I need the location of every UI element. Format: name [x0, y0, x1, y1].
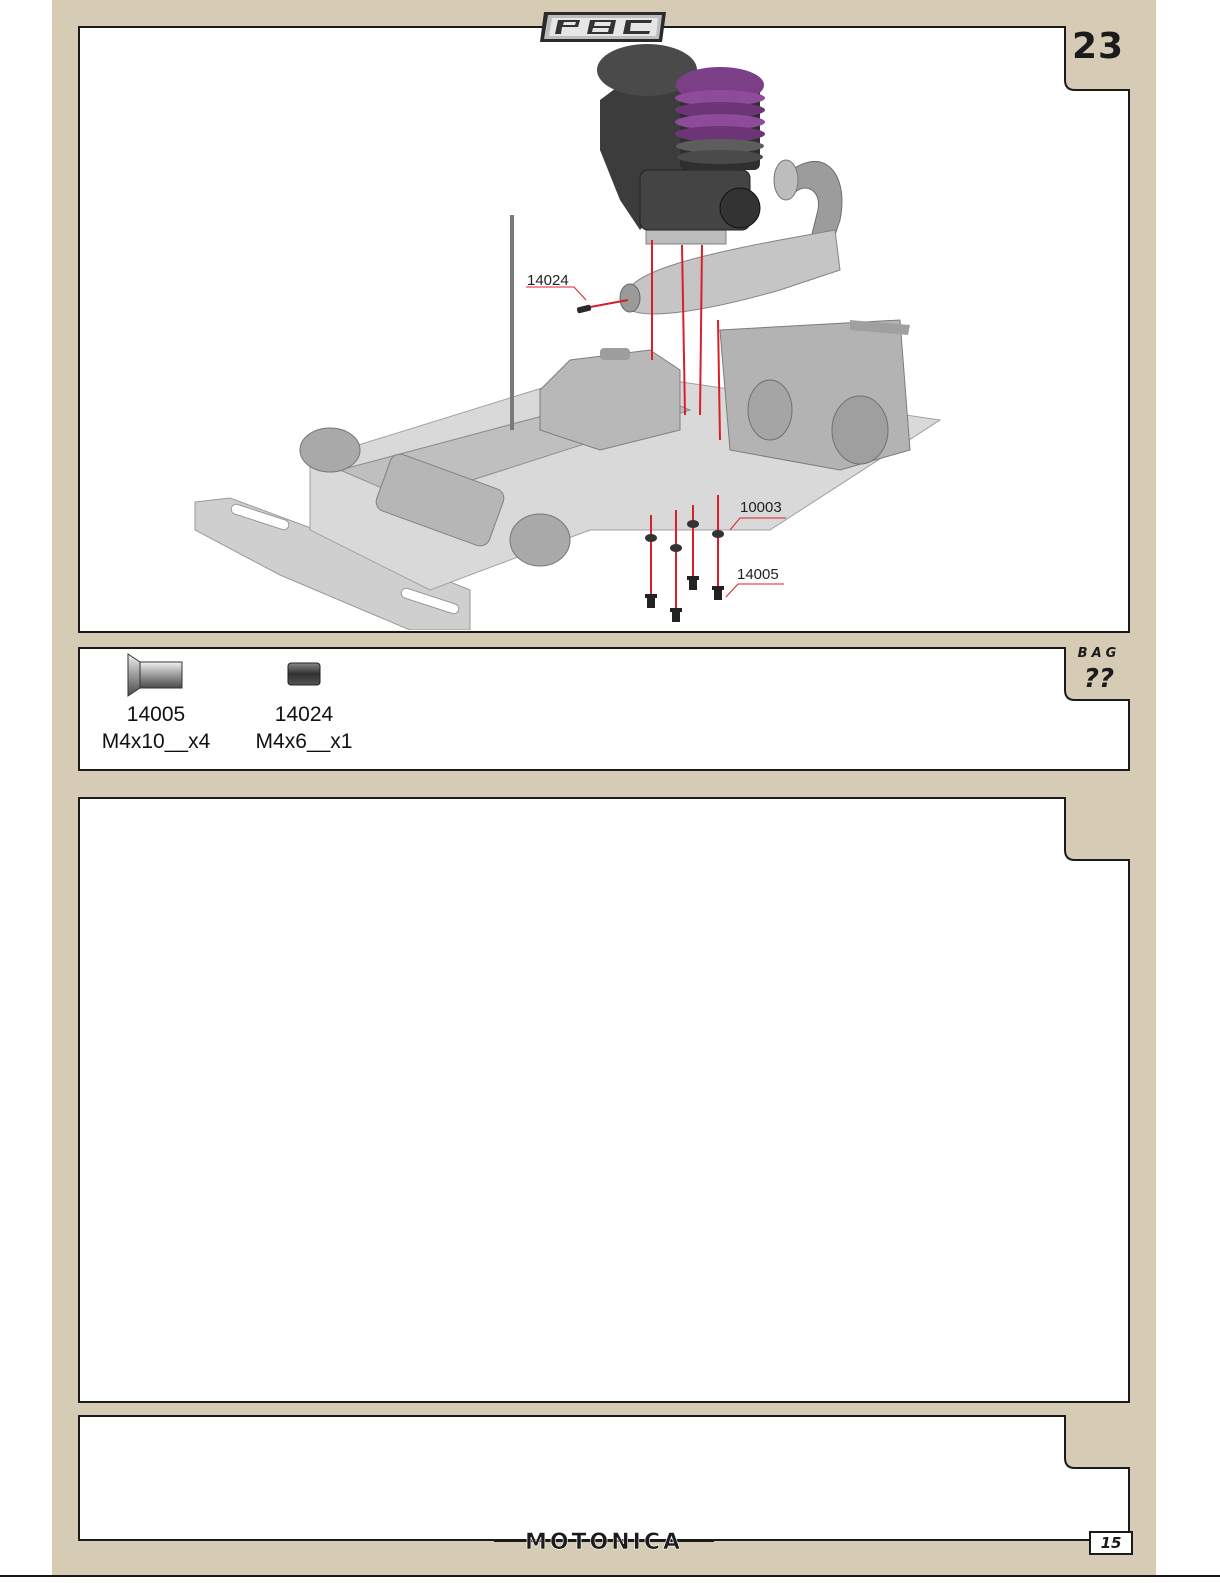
motonica-logo [494, 1528, 714, 1554]
bag-label: BAG [1077, 646, 1121, 661]
callout-10003: 10003 [740, 499, 782, 516]
callout-14024: 14024 [527, 272, 569, 289]
part-14005 [92, 701, 220, 755]
part-14024 [243, 701, 365, 755]
countersunk-screw-icon [126, 652, 184, 698]
set-screw-icon [287, 662, 321, 686]
step-number: 23 [1071, 26, 1125, 67]
part-code: 14024 [274, 703, 334, 726]
part-spec: M4x10__x4 [101, 730, 211, 753]
part-spec: M4x6__x1 [255, 730, 353, 753]
parts-panel [79, 648, 1129, 770]
empty-parts-panel [79, 1416, 1129, 1540]
brand-name: MOTONICA [524, 1530, 684, 1554]
empty-step-panel [79, 798, 1129, 1402]
page-number: 15 [1089, 1531, 1133, 1555]
cylinder-head [675, 67, 765, 170]
part-code: 14005 [126, 703, 186, 726]
engine-installation-illustration [80, 30, 1126, 630]
bag-number: ?? [1083, 664, 1115, 694]
fuel-tank [540, 350, 680, 450]
callout-14005: 14005 [737, 566, 779, 583]
